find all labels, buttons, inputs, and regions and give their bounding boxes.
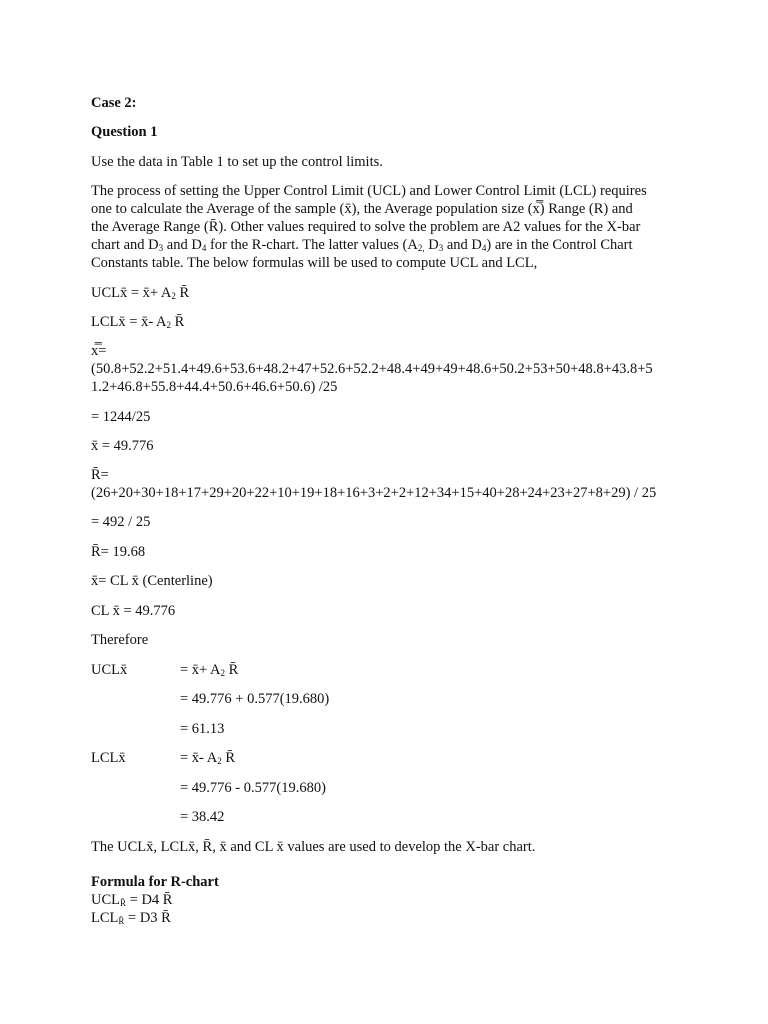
subscript: 2: [166, 320, 171, 330]
text-run: = D4 R̄: [126, 892, 173, 908]
xbar-label: x̿=: [91, 343, 107, 359]
text-run: chart and D: [91, 237, 159, 253]
lcl-calc-step-1: [180, 749, 235, 767]
paragraph-line-5: Constants table. The below formulas will be used to compute UCL and LCL,: [91, 255, 538, 271]
intro-text: Use the data in Table 1 to set up the control limits.: [91, 154, 383, 170]
rchart-lcl: [91, 909, 171, 927]
subscript: 4: [201, 243, 207, 253]
text-run: for the R-chart. The latter values (A: [206, 237, 418, 253]
lcl-calc-step-3: = 38.42: [180, 809, 225, 825]
text-run: ) are in the Control Chart: [486, 237, 633, 253]
paragraph-line-3: the Average Range (R̄). Other values required to solve the problem are A2 values for the X-bar: [91, 219, 641, 235]
ucl-calc-step-3: = 61.13: [180, 721, 225, 737]
rbar-division: = 492 / 25: [91, 514, 151, 530]
text-run: = x̄+ A: [180, 662, 221, 678]
ucl-calc-step-1: [180, 661, 238, 679]
text-run: and D: [443, 237, 482, 253]
ucl-formula: [91, 284, 189, 302]
centerline-value: CL x̄ = 49.776: [91, 603, 176, 619]
xbar-division: = 1244/25: [91, 409, 151, 425]
lcl-calc-step-2: = 49.776 - 0.577(19.680): [180, 780, 326, 796]
paragraph-line-1: The process of setting the Upper Control Limit (UCL) and Lower Control Limit (LCL) requires: [91, 183, 647, 199]
case-title: Case 2:: [91, 95, 137, 111]
text-run: LCL: [91, 910, 119, 926]
subscript: 2: [171, 291, 176, 301]
xbar-result: x̄ = 49.776: [91, 438, 154, 454]
rbar-sum: (26+20+30+18+17+29+20+22+10+19+18+16+3+2+2+12+34+15+40+28+24+23+27+8+29) / 25: [91, 485, 657, 501]
subscript: 2: [220, 668, 226, 678]
subscript: R̄: [118, 916, 125, 926]
text-run: R̄: [175, 285, 190, 301]
subscript: 2,: [417, 243, 425, 253]
lcl-formula: [91, 313, 184, 331]
subscript: 2: [217, 756, 222, 766]
rchart-ucl: [91, 891, 172, 909]
subscript: 4: [481, 243, 487, 253]
ucl-calc-label: UCLx̄: [91, 662, 128, 678]
question-title: Question 1: [91, 124, 158, 140]
text-run: LCLx̄ = x̄- A: [91, 314, 167, 330]
lcl-calc-label: LCLx̄: [91, 750, 126, 766]
xbar-sum-line-2: 1.2+46.8+55.8+44.4+50.6+46.6+50.6) /25: [91, 379, 338, 395]
text-run: = x̄- A: [180, 750, 218, 766]
text-run: UCL: [91, 892, 120, 908]
therefore-text: Therefore: [91, 632, 149, 648]
text-run: D: [424, 237, 439, 253]
rbar-label: R̄=: [91, 467, 109, 483]
text-run: R̄: [225, 662, 239, 678]
text-run: R̄: [221, 750, 235, 766]
closing-text: The UCLx̄, LCLx̄, R̄, x̄ and CL x̄ values are used to develop the X-bar chart.: [91, 839, 536, 855]
paragraph-line-4: [91, 236, 633, 254]
ucl-calc-step-2: = 49.776 + 0.577(19.680): [180, 691, 330, 707]
xbar-sum-line-1: (50.8+52.2+51.4+49.6+53.6+48.2+47+52.6+52.2+48.4+49+49+48.6+50.2+53+50+48.8+43.8+5: [91, 361, 653, 377]
text-run: UCLx̄ = x̄+ A: [91, 285, 172, 301]
rbar-result: R̄= 19.68: [91, 544, 146, 560]
subscript: 3: [158, 243, 164, 253]
rchart-title: Formula for R-chart: [91, 874, 219, 890]
text-run: and D: [163, 237, 202, 253]
subscript: 3: [438, 243, 444, 253]
paragraph-line-2: one to calculate the Average of the sample (x̄), the Average population size (x̿) Range (R) and: [91, 201, 633, 217]
centerline-definition: x̄= CL x̄ (Centerline): [91, 573, 213, 589]
text-run: = D3 R̄: [124, 910, 171, 926]
subscript: R̄: [120, 898, 127, 908]
text-run: R̄: [170, 314, 185, 330]
